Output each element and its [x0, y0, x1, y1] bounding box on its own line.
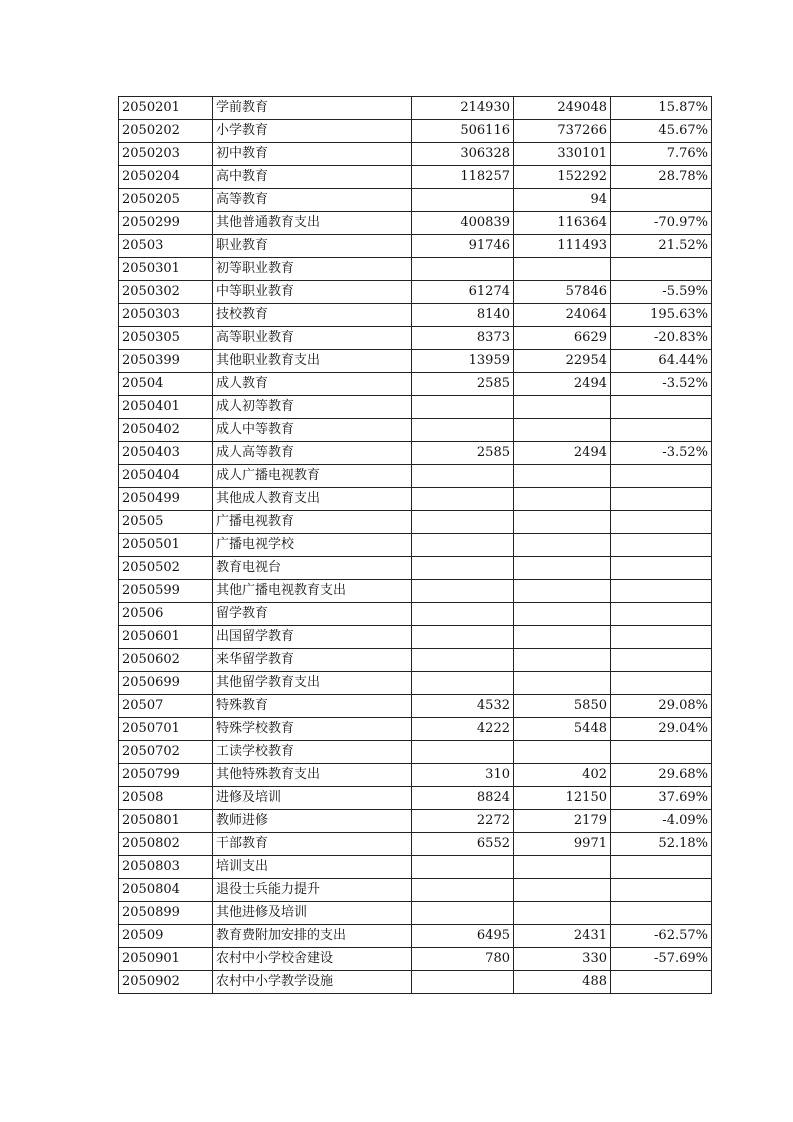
prior-value-cell: 306328 [412, 143, 514, 166]
table-row [119, 143, 712, 166]
account-code-cell: 2050203 [119, 143, 213, 166]
item-name-cell: 广播电视教育 [213, 511, 412, 534]
change-percent-cell [611, 649, 712, 672]
item-name-cell: 退役士兵能力提升 [213, 879, 412, 902]
current-value-cell: 402 [514, 764, 611, 787]
change-percent-cell [611, 557, 712, 580]
prior-value-cell [412, 856, 514, 879]
table-row [119, 741, 712, 764]
item-name-cell: 其他进修及培训 [213, 902, 412, 925]
account-code-cell: 2050399 [119, 350, 213, 373]
item-name-cell: 职业教育 [213, 235, 412, 258]
prior-value-cell [412, 580, 514, 603]
prior-value-cell [412, 534, 514, 557]
table-row [119, 511, 712, 534]
table-row [119, 465, 712, 488]
item-name-cell: 教师进修 [213, 810, 412, 833]
change-percent-cell: -62.57% [611, 925, 712, 948]
current-value-cell [514, 419, 611, 442]
current-value-cell [514, 649, 611, 672]
prior-value-cell: 8824 [412, 787, 514, 810]
account-code-cell: 2050299 [119, 212, 213, 235]
current-value-cell: 2431 [514, 925, 611, 948]
current-value-cell: 330101 [514, 143, 611, 166]
change-percent-cell: -3.52% [611, 373, 712, 396]
account-code-cell: 20509 [119, 925, 213, 948]
prior-value-cell [412, 258, 514, 281]
prior-value-cell: 8140 [412, 304, 514, 327]
account-code-cell: 2050305 [119, 327, 213, 350]
item-name-cell: 初等职业教育 [213, 258, 412, 281]
table-row [119, 902, 712, 925]
current-value-cell [514, 879, 611, 902]
account-code-cell: 2050401 [119, 396, 213, 419]
prior-value-cell: 780 [412, 948, 514, 971]
current-value-cell: 152292 [514, 166, 611, 189]
change-percent-cell: 52.18% [611, 833, 712, 856]
account-code-cell: 2050403 [119, 442, 213, 465]
current-value-cell: 2494 [514, 442, 611, 465]
prior-value-cell [412, 396, 514, 419]
change-percent-cell [611, 741, 712, 764]
change-percent-cell: -3.52% [611, 442, 712, 465]
prior-value-cell [412, 511, 514, 534]
prior-value-cell [412, 626, 514, 649]
account-code-cell: 2050902 [119, 971, 213, 994]
prior-value-cell: 91746 [412, 235, 514, 258]
table-row [119, 718, 712, 741]
current-value-cell: 737266 [514, 120, 611, 143]
item-name-cell: 农村中小学教学设施 [213, 971, 412, 994]
change-percent-cell [611, 603, 712, 626]
current-value-cell: 111493 [514, 235, 611, 258]
item-name-cell: 初中教育 [213, 143, 412, 166]
item-name-cell: 学前教育 [213, 97, 412, 120]
item-name-cell: 来华留学教育 [213, 649, 412, 672]
current-value-cell [514, 534, 611, 557]
table-row [119, 304, 712, 327]
prior-value-cell [412, 741, 514, 764]
account-code-cell: 2050899 [119, 902, 213, 925]
item-name-cell: 技校教育 [213, 304, 412, 327]
change-percent-cell [611, 971, 712, 994]
current-value-cell [514, 902, 611, 925]
prior-value-cell: 61274 [412, 281, 514, 304]
current-value-cell [514, 603, 611, 626]
table-row [119, 948, 712, 971]
current-value-cell [514, 557, 611, 580]
table-row [119, 488, 712, 511]
item-name-cell: 教育费附加安排的支出 [213, 925, 412, 948]
item-name-cell: 其他留学教育支出 [213, 672, 412, 695]
prior-value-cell [412, 557, 514, 580]
account-code-cell: 2050804 [119, 879, 213, 902]
item-name-cell: 高中教育 [213, 166, 412, 189]
table-row [119, 189, 712, 212]
change-percent-cell [611, 511, 712, 534]
change-percent-cell: -70.97% [611, 212, 712, 235]
change-percent-cell: 29.04% [611, 718, 712, 741]
change-percent-cell: -20.83% [611, 327, 712, 350]
current-value-cell [514, 856, 611, 879]
table-row [119, 649, 712, 672]
table-row [119, 212, 712, 235]
prior-value-cell [412, 902, 514, 925]
prior-value-cell: 4222 [412, 718, 514, 741]
prior-value-cell: 6552 [412, 833, 514, 856]
table-row [119, 787, 712, 810]
current-value-cell: 330 [514, 948, 611, 971]
account-code-cell: 20508 [119, 787, 213, 810]
table-row [119, 856, 712, 879]
prior-value-cell [412, 879, 514, 902]
prior-value-cell: 310 [412, 764, 514, 787]
table-row [119, 396, 712, 419]
item-name-cell: 留学教育 [213, 603, 412, 626]
prior-value-cell [412, 189, 514, 212]
current-value-cell: 2179 [514, 810, 611, 833]
table-row [119, 833, 712, 856]
change-percent-cell: 29.08% [611, 695, 712, 718]
account-code-cell: 2050302 [119, 281, 213, 304]
prior-value-cell: 13959 [412, 350, 514, 373]
change-percent-cell [611, 189, 712, 212]
prior-value-cell: 4532 [412, 695, 514, 718]
account-code-cell: 20507 [119, 695, 213, 718]
account-code-cell: 2050701 [119, 718, 213, 741]
change-percent-cell: -5.59% [611, 281, 712, 304]
account-code-cell: 2050204 [119, 166, 213, 189]
current-value-cell: 94 [514, 189, 611, 212]
change-percent-cell [611, 419, 712, 442]
account-code-cell: 2050202 [119, 120, 213, 143]
account-code-cell: 2050201 [119, 97, 213, 120]
current-value-cell: 24064 [514, 304, 611, 327]
account-code-cell: 2050601 [119, 626, 213, 649]
table-row [119, 419, 712, 442]
account-code-cell: 2050699 [119, 672, 213, 695]
current-value-cell [514, 396, 611, 419]
account-code-cell: 2050499 [119, 488, 213, 511]
account-code-cell: 2050301 [119, 258, 213, 281]
table-row [119, 626, 712, 649]
current-value-cell: 2494 [514, 373, 611, 396]
item-name-cell: 广播电视学校 [213, 534, 412, 557]
item-name-cell: 高等职业教育 [213, 327, 412, 350]
item-name-cell: 其他广播电视教育支出 [213, 580, 412, 603]
current-value-cell: 57846 [514, 281, 611, 304]
current-value-cell: 12150 [514, 787, 611, 810]
budget-table-body [119, 97, 712, 994]
prior-value-cell [412, 488, 514, 511]
table-row [119, 695, 712, 718]
item-name-cell: 教育电视台 [213, 557, 412, 580]
item-name-cell: 成人高等教育 [213, 442, 412, 465]
current-value-cell [514, 465, 611, 488]
prior-value-cell: 6495 [412, 925, 514, 948]
table-row [119, 672, 712, 695]
item-name-cell: 小学教育 [213, 120, 412, 143]
change-percent-cell [611, 672, 712, 695]
account-code-cell: 2050702 [119, 741, 213, 764]
change-percent-cell [611, 856, 712, 879]
change-percent-cell: 28.78% [611, 166, 712, 189]
current-value-cell [514, 511, 611, 534]
current-value-cell: 5850 [514, 695, 611, 718]
change-percent-cell [611, 488, 712, 511]
item-name-cell: 中等职业教育 [213, 281, 412, 304]
item-name-cell: 干部教育 [213, 833, 412, 856]
change-percent-cell [611, 396, 712, 419]
prior-value-cell: 214930 [412, 97, 514, 120]
prior-value-cell: 506116 [412, 120, 514, 143]
change-percent-cell: -57.69% [611, 948, 712, 971]
change-percent-cell: 45.67% [611, 120, 712, 143]
table-row [119, 281, 712, 304]
account-code-cell: 2050402 [119, 419, 213, 442]
table-row [119, 879, 712, 902]
prior-value-cell [412, 971, 514, 994]
item-name-cell: 其他特殊教育支出 [213, 764, 412, 787]
change-percent-cell [611, 534, 712, 557]
item-name-cell: 出国留学教育 [213, 626, 412, 649]
table-row [119, 580, 712, 603]
item-name-cell: 高等教育 [213, 189, 412, 212]
change-percent-cell: 7.76% [611, 143, 712, 166]
table-row [119, 235, 712, 258]
account-code-cell: 2050205 [119, 189, 213, 212]
table-row [119, 534, 712, 557]
table-row [119, 97, 712, 120]
prior-value-cell [412, 419, 514, 442]
change-percent-cell [611, 626, 712, 649]
current-value-cell: 6629 [514, 327, 611, 350]
change-percent-cell [611, 465, 712, 488]
account-code-cell: 2050799 [119, 764, 213, 787]
prior-value-cell [412, 672, 514, 695]
current-value-cell: 9971 [514, 833, 611, 856]
item-name-cell: 培训支出 [213, 856, 412, 879]
item-name-cell: 成人中等教育 [213, 419, 412, 442]
table-row [119, 557, 712, 580]
change-percent-cell [611, 258, 712, 281]
current-value-cell: 488 [514, 971, 611, 994]
account-code-cell: 2050404 [119, 465, 213, 488]
table-row [119, 373, 712, 396]
item-name-cell: 成人教育 [213, 373, 412, 396]
prior-value-cell: 400839 [412, 212, 514, 235]
item-name-cell: 成人广播电视教育 [213, 465, 412, 488]
item-name-cell: 特殊学校教育 [213, 718, 412, 741]
account-code-cell: 2050599 [119, 580, 213, 603]
table-row [119, 603, 712, 626]
item-name-cell: 其他成人教育支出 [213, 488, 412, 511]
prior-value-cell: 118257 [412, 166, 514, 189]
account-code-cell: 20504 [119, 373, 213, 396]
change-percent-cell [611, 879, 712, 902]
table-row [119, 764, 712, 787]
change-percent-cell: 21.52% [611, 235, 712, 258]
prior-value-cell [412, 465, 514, 488]
current-value-cell: 249048 [514, 97, 611, 120]
current-value-cell [514, 626, 611, 649]
item-name-cell: 农村中小学校舍建设 [213, 948, 412, 971]
change-percent-cell: 37.69% [611, 787, 712, 810]
current-value-cell [514, 580, 611, 603]
account-code-cell: 20505 [119, 511, 213, 534]
prior-value-cell: 2585 [412, 442, 514, 465]
current-value-cell: 5448 [514, 718, 611, 741]
current-value-cell [514, 672, 611, 695]
account-code-cell: 2050502 [119, 557, 213, 580]
table-row [119, 971, 712, 994]
current-value-cell: 22954 [514, 350, 611, 373]
account-code-cell: 2050801 [119, 810, 213, 833]
prior-value-cell [412, 603, 514, 626]
current-value-cell [514, 741, 611, 764]
table-row [119, 442, 712, 465]
table-row [119, 350, 712, 373]
budget-table [118, 96, 712, 994]
account-code-cell: 20503 [119, 235, 213, 258]
table-row [119, 327, 712, 350]
table-row [119, 258, 712, 281]
table-row [119, 166, 712, 189]
table-row [119, 120, 712, 143]
current-value-cell [514, 258, 611, 281]
item-name-cell: 进修及培训 [213, 787, 412, 810]
account-code-cell: 2050602 [119, 649, 213, 672]
account-code-cell: 2050802 [119, 833, 213, 856]
account-code-cell: 2050803 [119, 856, 213, 879]
account-code-cell: 2050303 [119, 304, 213, 327]
change-percent-cell: 15.87% [611, 97, 712, 120]
account-code-cell: 2050901 [119, 948, 213, 971]
change-percent-cell: -4.09% [611, 810, 712, 833]
item-name-cell: 工读学校教育 [213, 741, 412, 764]
change-percent-cell: 29.68% [611, 764, 712, 787]
item-name-cell: 其他职业教育支出 [213, 350, 412, 373]
current-value-cell [514, 488, 611, 511]
item-name-cell: 成人初等教育 [213, 396, 412, 419]
prior-value-cell: 2272 [412, 810, 514, 833]
account-code-cell: 20506 [119, 603, 213, 626]
item-name-cell: 特殊教育 [213, 695, 412, 718]
change-percent-cell: 64.44% [611, 350, 712, 373]
table-row [119, 925, 712, 948]
current-value-cell: 116364 [514, 212, 611, 235]
item-name-cell: 其他普通教育支出 [213, 212, 412, 235]
change-percent-cell: 195.63% [611, 304, 712, 327]
prior-value-cell: 2585 [412, 373, 514, 396]
table-row [119, 810, 712, 833]
account-code-cell: 2050501 [119, 534, 213, 557]
change-percent-cell [611, 902, 712, 925]
prior-value-cell [412, 649, 514, 672]
change-percent-cell [611, 580, 712, 603]
prior-value-cell: 8373 [412, 327, 514, 350]
